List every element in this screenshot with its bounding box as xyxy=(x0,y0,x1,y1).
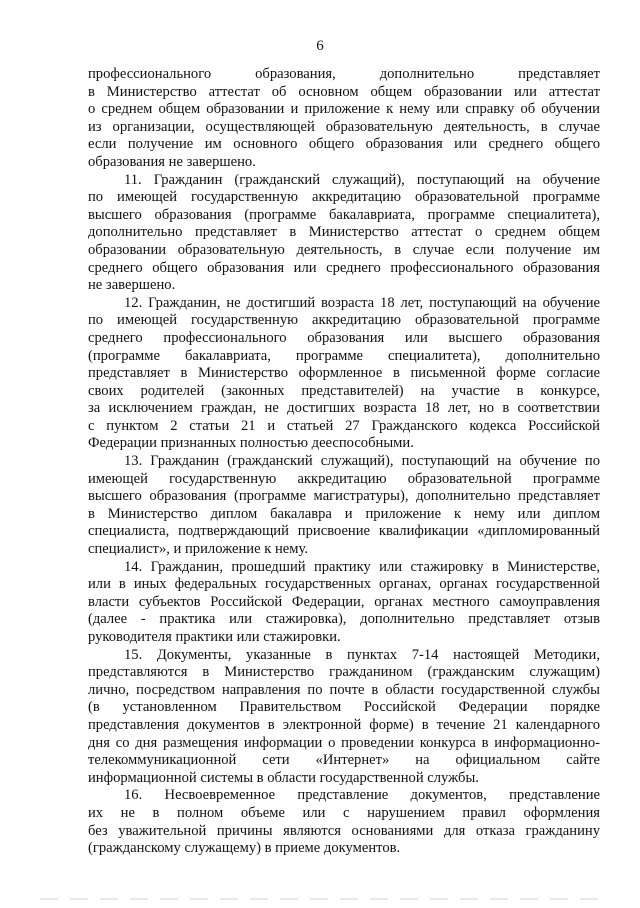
text-line: если получение им основного общего образования или среднего общего xyxy=(88,136,600,153)
text-line: власти субъектов Российской Федерации, органах местного самоуправления xyxy=(88,593,600,610)
text-line: имеющей государственную аккредитацию образовательной программе xyxy=(88,470,600,487)
text-line: высшего образования (программе магистратуры), дополнительно представляет xyxy=(88,488,600,505)
text-line: информационной системы в области государственной службы. xyxy=(88,769,479,786)
text-line: специалиста, подтверждающий присвоение квалификации «дипломированный xyxy=(88,523,600,540)
text-line: 13. Гражданин (гражданский служащий), поступающий на обучение по xyxy=(124,453,600,470)
text-line: с пунктом 2 статьи 21 и статьей 27 Гражданского кодекса Российской xyxy=(88,417,600,434)
text-line: 14. Гражданин, прошедший практику или стажировку в Министерстве, xyxy=(124,558,600,575)
text-line: по имеющей государственную аккредитацию образовательной программе xyxy=(88,312,600,329)
text-line: среднего общего образования или среднего профессионального образования xyxy=(88,259,600,276)
text-line: дня со дня размещения информации о проведении конкурса в информационно- xyxy=(88,734,600,751)
text-line: или в иных федеральных государственных органах, органах государственной xyxy=(88,576,600,593)
text-line: (программе бакалавриата, программе специалитета), дополнительно xyxy=(88,347,600,364)
text-line: за исключением граждан, не достигших возраста 18 лет, но в соответствии xyxy=(88,400,600,417)
text-line: 11. Гражданин (гражданский служащий), поступающий на обучение xyxy=(124,171,600,188)
text-line: представляет в Министерство оформленное в письменной форме согласие xyxy=(88,365,600,382)
text-line: представляются в Министерство гражданином (гражданским служащим) xyxy=(88,664,600,681)
text-line: лично, посредством направления по почте в области государственной службы xyxy=(88,681,600,698)
text-line: 12. Гражданин, не достигший возраста 18 лет, поступающий на обучение xyxy=(124,294,600,311)
text-line: 16. Несвоевременное представление документов, представление xyxy=(124,787,600,804)
text-line: Федерации признанных полностью дееспособными. xyxy=(88,435,414,452)
text-line: образования не завершено. xyxy=(88,153,256,170)
document-body xyxy=(88,66,600,858)
text-line: из организации, осуществляющей образовательную деятельность, в случае xyxy=(88,118,600,135)
text-line: в Министерство диплом бакалавра и приложение к нему или диплом xyxy=(88,505,600,522)
text-line: специалист», и приложение к нему. xyxy=(88,541,308,558)
text-line: дополнительно представляет в Министерство аттестат о среднем общем xyxy=(88,224,600,241)
text-line: представления документов в электронной форме) в течение 21 календарного xyxy=(88,716,600,733)
text-line: руководителя практики или стажировки. xyxy=(88,629,341,645)
text-line: телекоммуникационной сети «Интернет» на официальном сайте xyxy=(88,752,600,769)
text-line: без уважительной причины являются основаниями для отказа гражданину xyxy=(88,822,600,839)
text-line: образовании образовательную деятельность, в случае если получение им xyxy=(88,241,600,258)
text-line: профессионального образования, дополнительно представляет xyxy=(88,66,600,82)
text-line: (далее - практика или стажировка), дополнительно представляет отзыв xyxy=(88,611,600,628)
text-line: не завершено. xyxy=(88,277,176,294)
page-number: 6 xyxy=(316,38,324,54)
text-line: 15. Документы, указанные в пунктах 7-14 настоящей Методики, xyxy=(124,646,600,663)
text-line: среднего профессионального образования или высшего образования xyxy=(88,329,600,346)
text-line: в Министерство аттестат об основном общем образовании или аттестат xyxy=(88,83,600,100)
text-line: их не в полном объеме или с нарушением правил оформления xyxy=(88,804,600,821)
scan-edge-artifact xyxy=(40,898,600,900)
text-line: о среднем общем образовании и приложение к нему или справку об обучении xyxy=(88,101,600,118)
text-line: (гражданскому служащему) в приеме документов. xyxy=(88,840,401,857)
text-line: по имеющей государственную аккредитацию образовательной программе xyxy=(88,189,600,206)
text-line: высшего образования (программе бакалавриата, программе специалитета), xyxy=(88,206,600,223)
text-line: своих родителей (законных представителей) на участие в конкурсе, xyxy=(88,382,600,399)
text-line: (в установленном Правительством Российской Федерации порядке xyxy=(88,699,600,716)
